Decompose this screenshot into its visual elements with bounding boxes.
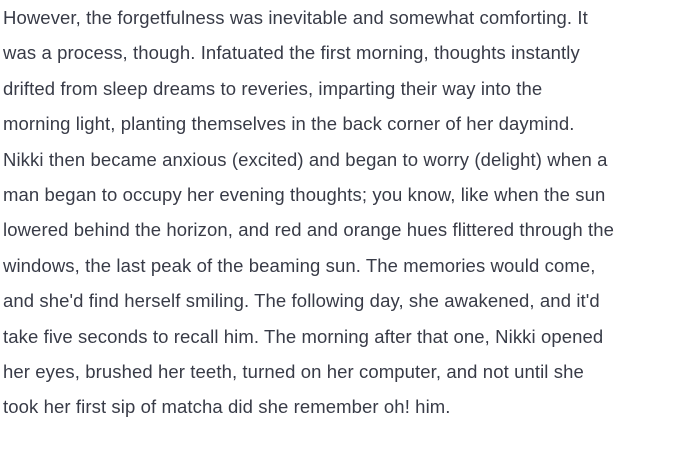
paragraph-line: Nikki then became anxious (excited) and began to worry (delight) when a — [3, 148, 608, 170]
paragraph-line: However, the forgetfulness was inevitable and somewhat comforting. It — [3, 7, 588, 28]
paragraph-line: windows, the last peak of the beaming sun. The memories would come, — [3, 254, 596, 276]
paragraph-line: lowered behind the horizon, and red and orange hues flittered through the — [3, 219, 615, 241]
paragraph-line: and she'd find herself smiling. The following day, she awakened, and it'd — [3, 290, 600, 312]
paragraph-line: her eyes, brushed her teeth, turned on her computer, and not until she — [3, 360, 584, 382]
paragraph-line: take five seconds to recall him. The morning after that one, Nikki opened — [3, 325, 604, 347]
paragraph-line: morning light, planting themselves in the back corner of her daymind. — [3, 113, 575, 135]
paragraph-line: drifted from sleep dreams to reveries, imparting their way into the — [3, 77, 543, 99]
paragraph-line: man began to occupy her evening thoughts; you know, like when the sun — [3, 183, 606, 205]
paragraph-line: took her first sip of matcha did she remember oh! him. — [3, 396, 451, 418]
paragraph-line: was a process, though. Infatuated the first morning, thoughts instantly — [3, 42, 580, 64]
